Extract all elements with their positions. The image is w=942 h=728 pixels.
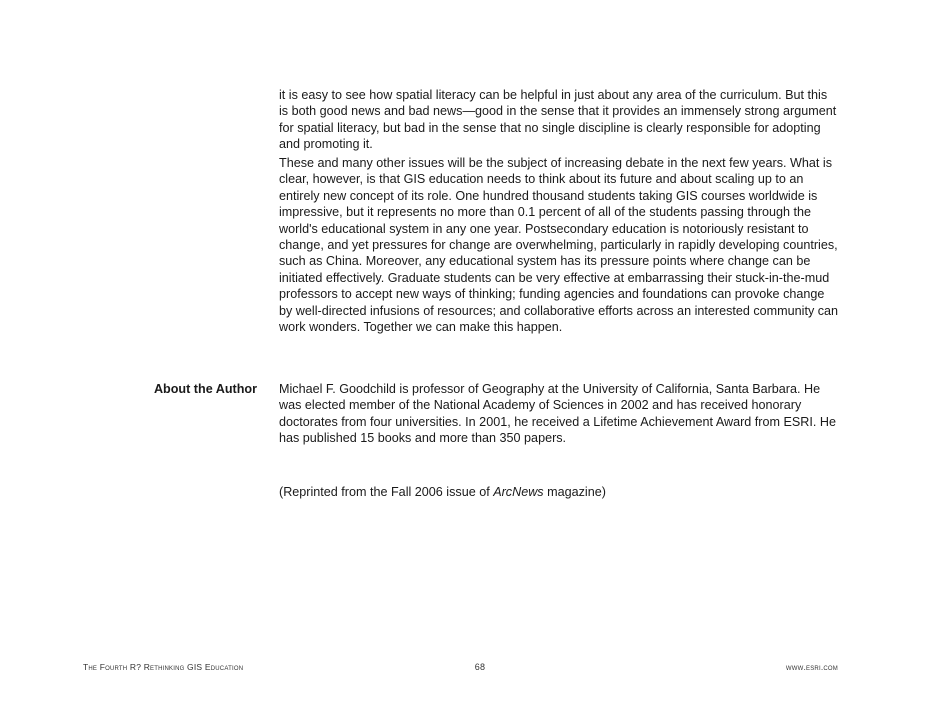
body-paragraph-2: These and many other issues will be the subject of increasing debate in the next few years. What is clear, however, is that GIS education needs to think about its future and about scaling up to an entirely new concept of its role. One hundred thousand students taking GIS courses worldwide is impressive, but it represents no more than 0.1 percent of all of the students passing through the world's educational system in any one year. Postsecondary education is notoriously resistant to change, and yet pressures for change are overwhelming, particularly in rapidly developing countries, such as China. Moreover, any educational system has its pressure points where change can be initiated effectively. Graduate students can be very effective at embarrassing their stuck-in-the-mud professors to accept new ways of thinking; funding agencies and foundations can provoke change by well-directed infusions of resources; and collaborative efforts across an interested community can work wonders. Together we can make this happen. [279, 156, 839, 335]
publication-name: ArcNews [493, 485, 544, 499]
footer-website: www.esri.com [785, 662, 838, 672]
author-bio: Michael F. Goodchild is professor of Geography at the University of California, Santa Barbara. He was elected member of the National Academy of Sciences in 2002 and has received honorary doctorates from four universities. In 2001, he received a Lifetime Achievement Award from ESRI. He has published 15 books and more than 350 papers. [279, 382, 836, 446]
reprint-prefix: (Reprinted from the Fall 2006 issue of [279, 485, 494, 499]
footer-document-title: The Fourth R? Rethinking GIS Education [83, 662, 244, 672]
footer-page-number: 68 [474, 662, 486, 672]
about-author-heading: About the Author [153, 382, 257, 396]
reprint-note [279, 484, 839, 500]
body-paragraph-1: it is easy to see how spatial literacy can be helpful in just about any area of the curriculum. But this is both good news and bad news—good in the sense that it provides an immensely strong argument for spatial literacy, but bad in the sense that no single discipline is clearly responsible for adopting and promoting it. [279, 88, 837, 152]
reprint-suffix: magazine) [543, 485, 606, 499]
